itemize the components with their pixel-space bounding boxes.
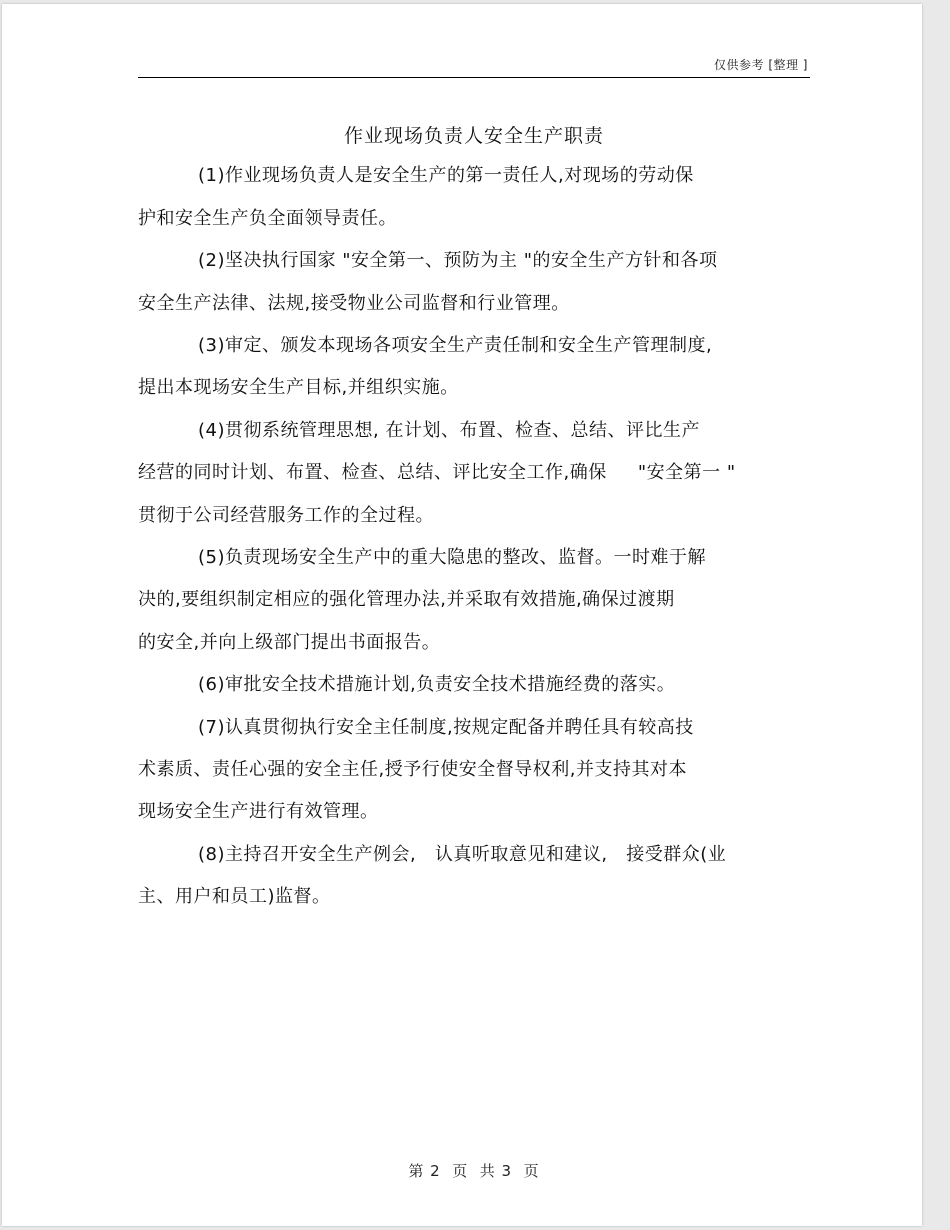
paragraph-8-line-1: (8)主持召开安全生产例会, 认真听取意见和建议, 接受群众(业 xyxy=(198,844,727,865)
header-note: 仅供参考 [整理 ] xyxy=(714,58,808,72)
paragraph-5-line-2: 决的,要组织制定相应的强化管理办法,并采取有效措施,确保过渡期 xyxy=(138,589,675,610)
paragraph-3-line-1: (3)审定、颁发本现场各项安全生产责任制和安全生产管理制度, xyxy=(198,335,713,356)
document-title: 作业现场负责人安全生产职责 xyxy=(343,125,604,147)
paragraph-3-line-2: 提出本现场安全生产目标,并组织实施。 xyxy=(138,377,459,398)
header-rule xyxy=(138,77,810,78)
document-page xyxy=(2,4,922,1226)
paragraph-5-line-1: (5)负责现场安全生产中的重大隐患的整改、监督。一时难于解 xyxy=(198,547,706,568)
paragraph-7-line-1: (7)认真贯彻执行安全主任制度,按规定配备并聘任具有较高技 xyxy=(198,717,694,738)
paragraph-1-line-1: (1)作业现场负责人是安全生产的第一责任人,对现场的劳动保 xyxy=(198,165,694,186)
page-number-footer: 第 2 页 共 3 页 xyxy=(408,1162,540,1180)
paragraph-7-line-2: 术素质、责任心强的安全主任,授予行使安全督导权利,并支持其对本 xyxy=(138,759,687,780)
paragraph-7-line-3: 现场安全生产进行有效管理。 xyxy=(138,801,379,822)
paragraph-1-line-2: 护和安全生产负全面领导责任。 xyxy=(138,208,397,229)
paragraph-8-line-2: 主、用户和员工)监督。 xyxy=(138,886,331,907)
paragraph-5-line-3: 的安全,并向上级部门提出书面报告。 xyxy=(138,632,441,653)
paragraph-4-line-1: (4)贯彻系统管理思想, 在计划、布置、检查、总结、评比生产 xyxy=(198,420,700,441)
paragraph-4-line-3: 贯彻于公司经营服务工作的全过程。 xyxy=(138,505,434,526)
paragraph-2-line-2: 安全生产法律、法规,接受物业公司监督和行业管理。 xyxy=(138,293,570,314)
paragraph-4-line-2: 经营的同时计划、布置、检查、总结、评比安全工作,确保 "安全第一 " xyxy=(138,462,736,483)
paragraph-6-line-1: (6)审批安全技术措施计划,负责安全技术措施经费的落实。 xyxy=(198,674,676,695)
paragraph-2-line-1: (2)坚决执行国家 "安全第一、预防为主 "的安全生产方针和各项 xyxy=(198,250,718,271)
